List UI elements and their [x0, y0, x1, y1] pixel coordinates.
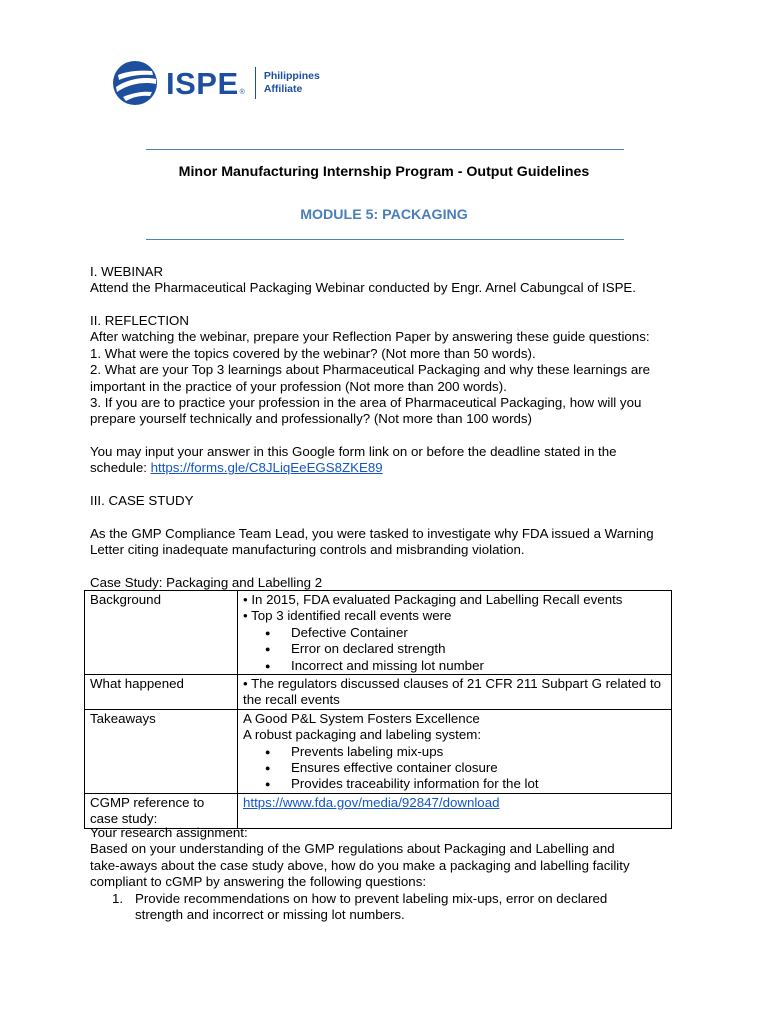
ispe-logo: [112, 61, 320, 105]
logo-divider: [255, 67, 256, 99]
logo-registered: ®: [239, 89, 245, 96]
table-row: [85, 675, 672, 710]
form-line2: [90, 460, 690, 476]
reflection-section: [90, 313, 690, 428]
list-item: ● Error on declared strength: [291, 641, 666, 657]
reflection-heading: II. REFLECTION: [90, 313, 189, 328]
ispe-globe-icon: [112, 60, 158, 106]
assignment-heading: Your research assignment:: [90, 825, 248, 840]
webinar-text: Attend the Pharmaceutical Packaging Webinar conducted by Engr. Arnel Cabungcal of ISPE.: [90, 280, 636, 296]
question-line2: strength and incorrect or missing lot numbers.: [135, 907, 405, 923]
logo-affiliate: [264, 70, 320, 96]
logo-brand: ISPE: [166, 65, 239, 101]
assignment-line1: Based on your understanding of the GMP regulations about Packaging and Labelling and: [90, 841, 615, 857]
fda-reference-link[interactable]: https://www.fda.gov/media/92847/download: [243, 794, 500, 810]
takeaways-line1: A Good P&L System Fosters Excellence: [243, 710, 480, 726]
question-number: 1.: [112, 890, 124, 906]
table-row: [85, 591, 672, 675]
background-line2: • Top 3 identified recall events were: [243, 608, 452, 624]
list-item: ● Provides traceability information for the lot: [291, 776, 666, 792]
takeaways-list: [243, 744, 666, 793]
document-title: Minor Manufacturing Internship Program - Output Guidelines: [178, 164, 590, 180]
table-caption: Case Study: Packaging and Labelling 2: [90, 575, 323, 590]
what-happened-label: What happened: [85, 675, 238, 710]
form-prefix: schedule:: [90, 460, 151, 476]
webinar-heading: I. WEBINAR: [90, 264, 164, 279]
case-study-intro: [90, 526, 690, 559]
reflection-q1: 1. What were the topics covered by the webinar? (Not more than 50 words).: [90, 345, 536, 361]
module-title: MODULE 5: PACKAGING: [300, 207, 468, 223]
top-rule: [146, 149, 624, 150]
google-form-link[interactable]: https://forms.gle/C8JLiqEeEGS8ZKE89: [150, 460, 383, 476]
assignment-questions: [90, 891, 690, 924]
reflection-q2-line1: 2. What are your Top 3 learnings about Pharmaceutical Packaging and why these learnings are: [90, 362, 651, 378]
list-item: ● Ensures effective container closure: [291, 760, 666, 776]
form-paragraph: [90, 444, 690, 477]
reflection-q3-line1: 3. If you are to practice your profession in the area of Pharmaceutical Packaging, how will you: [90, 395, 642, 411]
background-cell: [238, 591, 672, 675]
reflection-q3-line2: prepare yourself technically and professionally? (Not more than 100 words): [90, 411, 532, 427]
reflection-intro: After watching the webinar, prepare your Reflection Paper by answering these guide questions:: [90, 329, 650, 345]
table-row: [85, 793, 672, 828]
list-item: [90, 891, 690, 924]
reference-cell: [238, 793, 672, 828]
assignment-line3: compliant to cGMP by answering the following questions:: [90, 874, 427, 890]
assignment-section: [90, 825, 690, 923]
case-study-table: [84, 590, 672, 829]
background-line1: • In 2015, FDA evaluated Packaging and Labelling Recall events: [243, 592, 623, 607]
logo-affiliate-line2: Affiliate: [263, 83, 303, 95]
assignment-line2: take-aways about the case study above, how do you make a packaging and labelling facility: [90, 857, 630, 873]
case-intro-line1: As the GMP Compliance Team Lead, you were tasked to investigate why FDA issued a Warning: [90, 526, 654, 541]
background-label: Background: [85, 591, 238, 675]
list-item: ● Defective Container: [291, 625, 666, 641]
takeaways-line2: A robust packaging and labeling system:: [243, 727, 482, 743]
logo-affiliate-line1: Philippines: [263, 70, 320, 82]
reflection-q2-line2: important in the practice of your profession (Not more than 200 words).: [90, 378, 507, 394]
case-study-heading: III. CASE STUDY: [90, 493, 194, 508]
form-line1: You may input your answer in this Google form link on or before the deadline stated in the: [90, 444, 617, 459]
what-happened-text: • The regulators discussed clauses of 21 CFR 211 Subpart G related to the recall events: [238, 675, 672, 710]
list-item: ● Incorrect and missing lot number: [291, 658, 666, 674]
takeaways-label: Takeaways: [85, 709, 238, 793]
webinar-section: [90, 264, 690, 297]
takeaways-cell: [238, 709, 672, 793]
recall-events-list: [243, 625, 666, 674]
list-item: ● Prevents labeling mix-ups: [291, 744, 666, 760]
question-line1: Provide recommendations on how to prevent labeling mix-ups, error on declared: [135, 890, 608, 906]
reference-label: CGMP reference to case study:: [85, 793, 238, 828]
table-row: [85, 709, 672, 793]
bottom-rule: [146, 239, 624, 240]
case-intro-line2: Letter citing inadequate manufacturing controls and misbranding violation.: [90, 542, 525, 558]
